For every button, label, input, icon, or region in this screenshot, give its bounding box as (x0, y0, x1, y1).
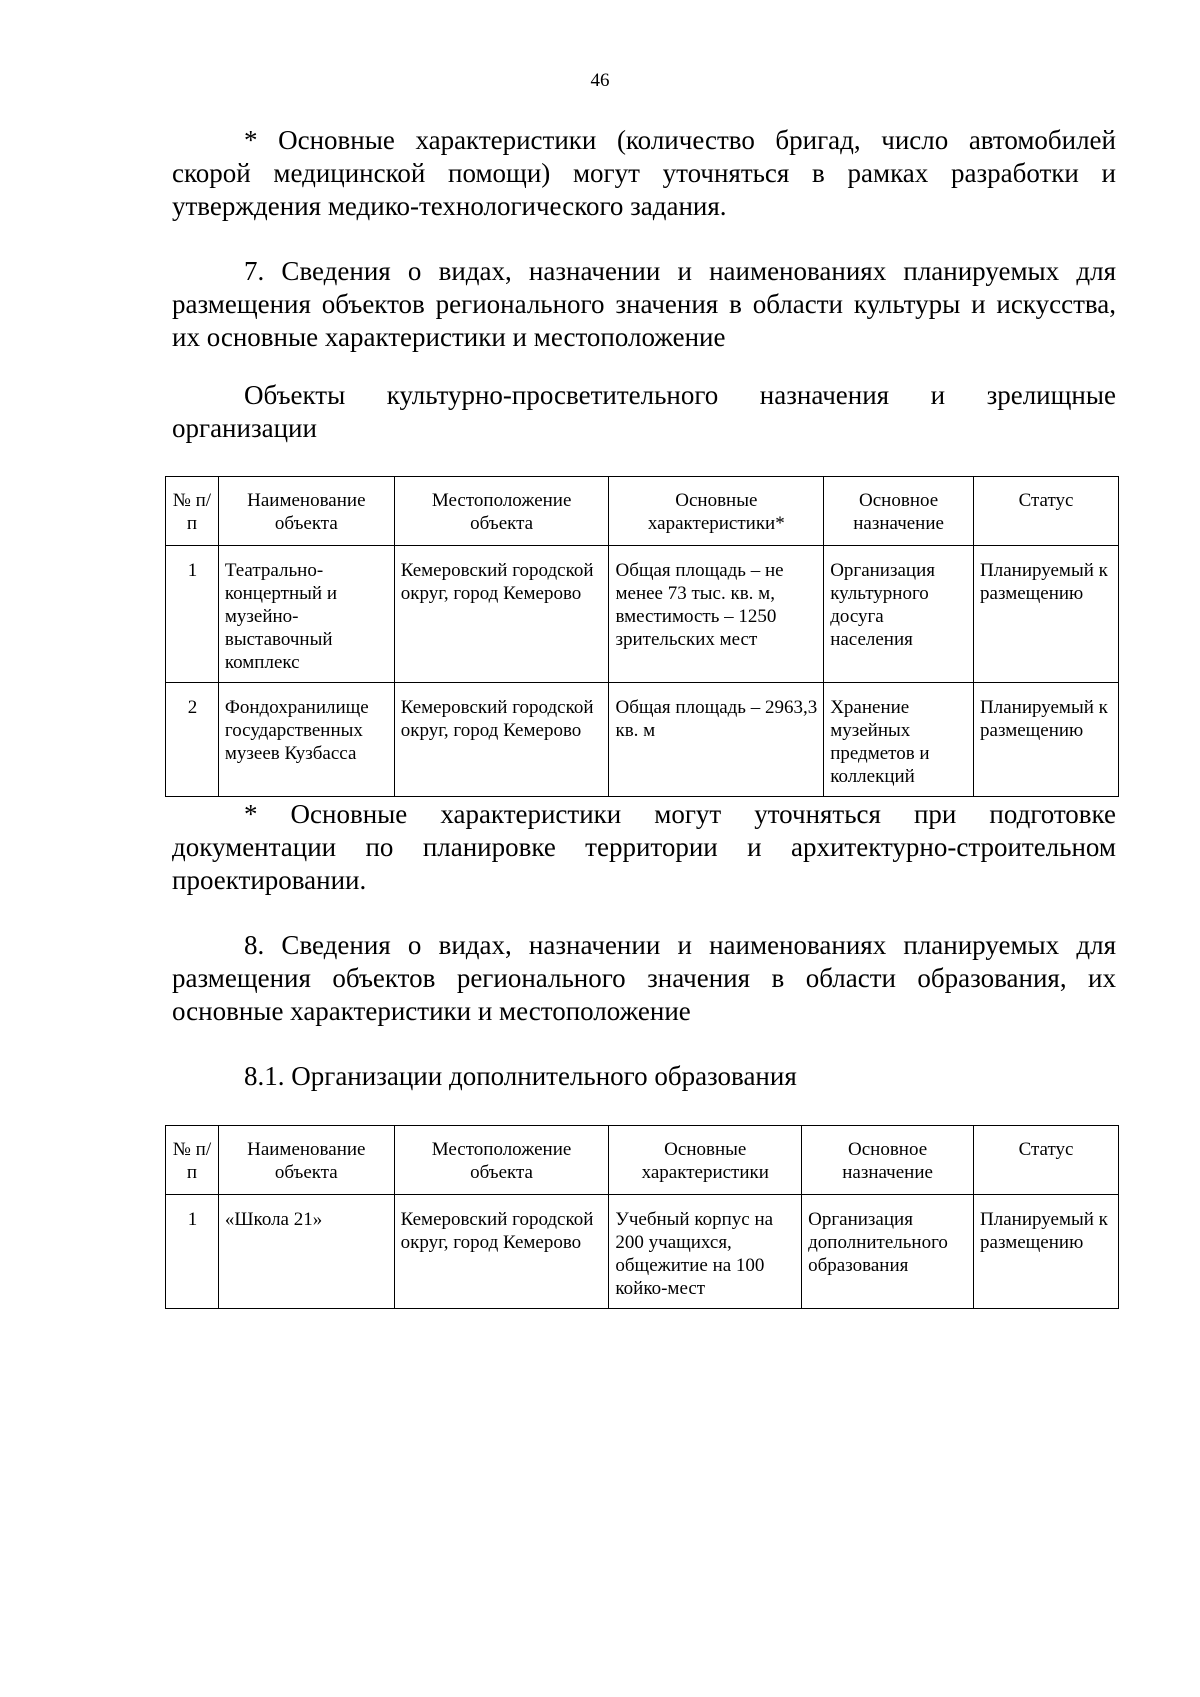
table-header-row (166, 477, 1119, 546)
cell-status: Планируемый к размещению (974, 683, 1119, 797)
footnote-characteristics: * Основные характеристики могут уточняться при подготовке документации по планировке территории и архитектурно-строительном проектировании. (172, 799, 1116, 895)
table-row (166, 683, 1119, 797)
column-header-status: Статус (974, 1126, 1119, 1195)
cell-characteristics: Общая площадь – не менее 73 тыс. кв. м, вместимость – 1250 зрительских мест (609, 546, 824, 683)
cell-location: Кемеровский городской округ, город Кемерово (394, 683, 609, 797)
cell-status: Планируемый к размещению (974, 546, 1119, 683)
section-7-heading: 7. Сведения о видах, назначении и наименованиях планируемых для размещения объектов регионального значения в области культуры и искусства, их основные характеристики и местоположение (172, 256, 1116, 352)
cell-location: Кемеровский городской округ, город Кемерово (394, 1195, 609, 1309)
education-objects-table (165, 1125, 1119, 1309)
column-header-name: Наименование объекта (218, 1126, 394, 1195)
culture-objects-table (165, 476, 1119, 797)
table-header-row (166, 1126, 1119, 1195)
cell-name: Театрально-концертный и музейно-выставочный комплекс (218, 546, 394, 683)
cell-purpose: Организация дополнительного образования (802, 1195, 974, 1309)
table-row (166, 1195, 1119, 1309)
table-row (166, 546, 1119, 683)
cell-name: «Школа 21» (218, 1195, 394, 1309)
cell-characteristics: Общая площадь – 2963,3 кв. м (609, 683, 824, 797)
cell-number: 1 (166, 546, 219, 683)
cell-purpose: Хранение музейных предметов и коллекций (824, 683, 974, 797)
cell-name: Фондохранилище государственных музеев Кузбасса (218, 683, 394, 797)
cell-number: 1 (166, 1195, 219, 1309)
column-header-location: Местоположение объекта (394, 477, 609, 546)
column-header-status: Статус (974, 477, 1119, 546)
cell-status: Планируемый к размещению (974, 1195, 1119, 1309)
cell-characteristics: Учебный корпус на 200 учащихся, общежитие на 100 койко-мест (609, 1195, 802, 1309)
column-header-purpose: Основное назначение (802, 1126, 974, 1195)
section-7-subheading: Объекты культурно-просветительного назначения и зрелищные организации (172, 380, 1116, 443)
column-header-characteristics: Основные характеристики (609, 1126, 802, 1195)
column-header-number: № п/п (166, 1126, 219, 1195)
cell-location: Кемеровский городской округ, город Кемерово (394, 546, 609, 683)
column-header-location: Местоположение объекта (394, 1126, 609, 1195)
cell-number: 2 (166, 683, 219, 797)
column-header-characteristics: Основные характеристики* (609, 477, 824, 546)
section-8-heading: 8. Сведения о видах, назначении и наименованиях планируемых для размещения объектов регионального значения в области образования, их основные характеристики и местоположение (172, 930, 1116, 1026)
page-number: 46 (590, 70, 610, 91)
footnote-ambulance: * Основные характеристики (количество бригад, число автомобилей скорой медицинской помощи) могут уточняться в рамках разработки и утверждения медико-технологического задания. (172, 125, 1116, 221)
cell-purpose: Организация культурного досуга населения (824, 546, 974, 683)
column-header-purpose: Основное назначение (824, 477, 974, 546)
column-header-number: № п/п (166, 477, 219, 546)
section-8-1-subheading: 8.1. Организации дополнительного образования (244, 1061, 797, 1091)
column-header-name: Наименование объекта (218, 477, 394, 546)
